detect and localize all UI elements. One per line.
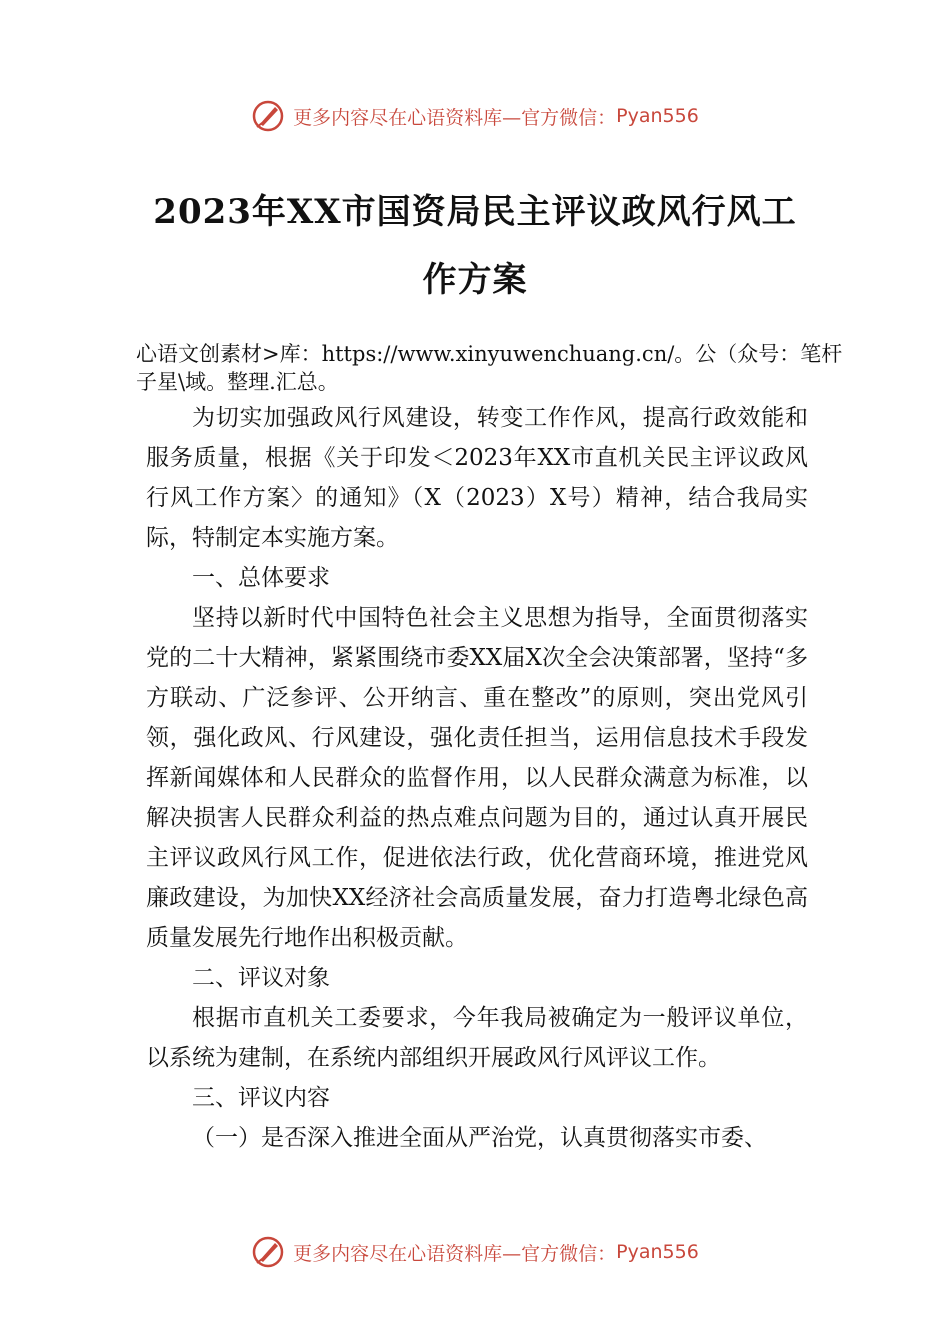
watermark-header: [0, 96, 950, 136]
paragraph-content-1: （一）是否深入推进全面从严治党，认真贯彻落实市委、: [192, 1125, 767, 1151]
title-line-1: 2023年XX市国资局民主评议政风行风工: [153, 192, 797, 232]
watermark-footer: [0, 1232, 950, 1272]
source-note: 心语文创素材>库：https://www.xinyuwenchuang.cn/。公（众号：笔杆子星\域。整理.汇总。: [136, 342, 843, 394]
quill-seal-logo-icon: [251, 1235, 285, 1269]
paragraph-requirements: 坚持以新时代中国特色社会主义思想为指导，全面贯彻落实党的二十大精神，紧紧围绕市委XX届X次全会决策部署，坚持“多方联动、广泛参评、公开纳言、重在整改”的原则，突出党风引领，强化政风、行风建设，强化责任担当，运用信息技术手段发挥新闻媒体和人民群众的监督作用，以人民群众满意为标准，以解决损害人民群众利益的热点难点问题为目的，通过认真开展民主评议政风行风工作，促进依法行政，优化营商环境，推进党风廉政建设，为加快XX经济社会高质量发展，奋力打造粤北绿色高质量发展先行地作出积极贡献。: [146, 605, 808, 951]
title-line-2: 作方案: [422, 260, 528, 300]
watermark-id: Pyan556: [616, 1241, 699, 1263]
section-heading-1: 一、总体要求: [192, 565, 330, 591]
paragraph-intro: 为切实加强政风行风建设，转变工作作风，提高行政效能和服务质量，根据《关于印发＜2023年XX市直机关民主评议政风行风工作方案〉的通知》（X（2023）X号）精神，结合我局实际，特制定本实施方案。: [146, 405, 808, 551]
watermark-id: Pyan556: [616, 105, 699, 127]
section-heading-2: 二、评议对象: [192, 965, 330, 991]
watermark-text: 更多内容尽在心语资料库—官方微信：: [293, 1242, 617, 1265]
section-heading-3: 三、评议内容: [192, 1085, 330, 1111]
document-title: [100, 178, 850, 314]
document-body: [146, 398, 808, 1158]
paragraph-objects: 根据市直机关工委要求，今年我局被确定为一般评议单位，以系统为建制，在系统内部组织开展政风行风评议工作。: [146, 1005, 808, 1071]
watermark-text: 更多内容尽在心语资料库—官方微信：: [293, 106, 617, 129]
quill-seal-logo-icon: [251, 99, 285, 133]
